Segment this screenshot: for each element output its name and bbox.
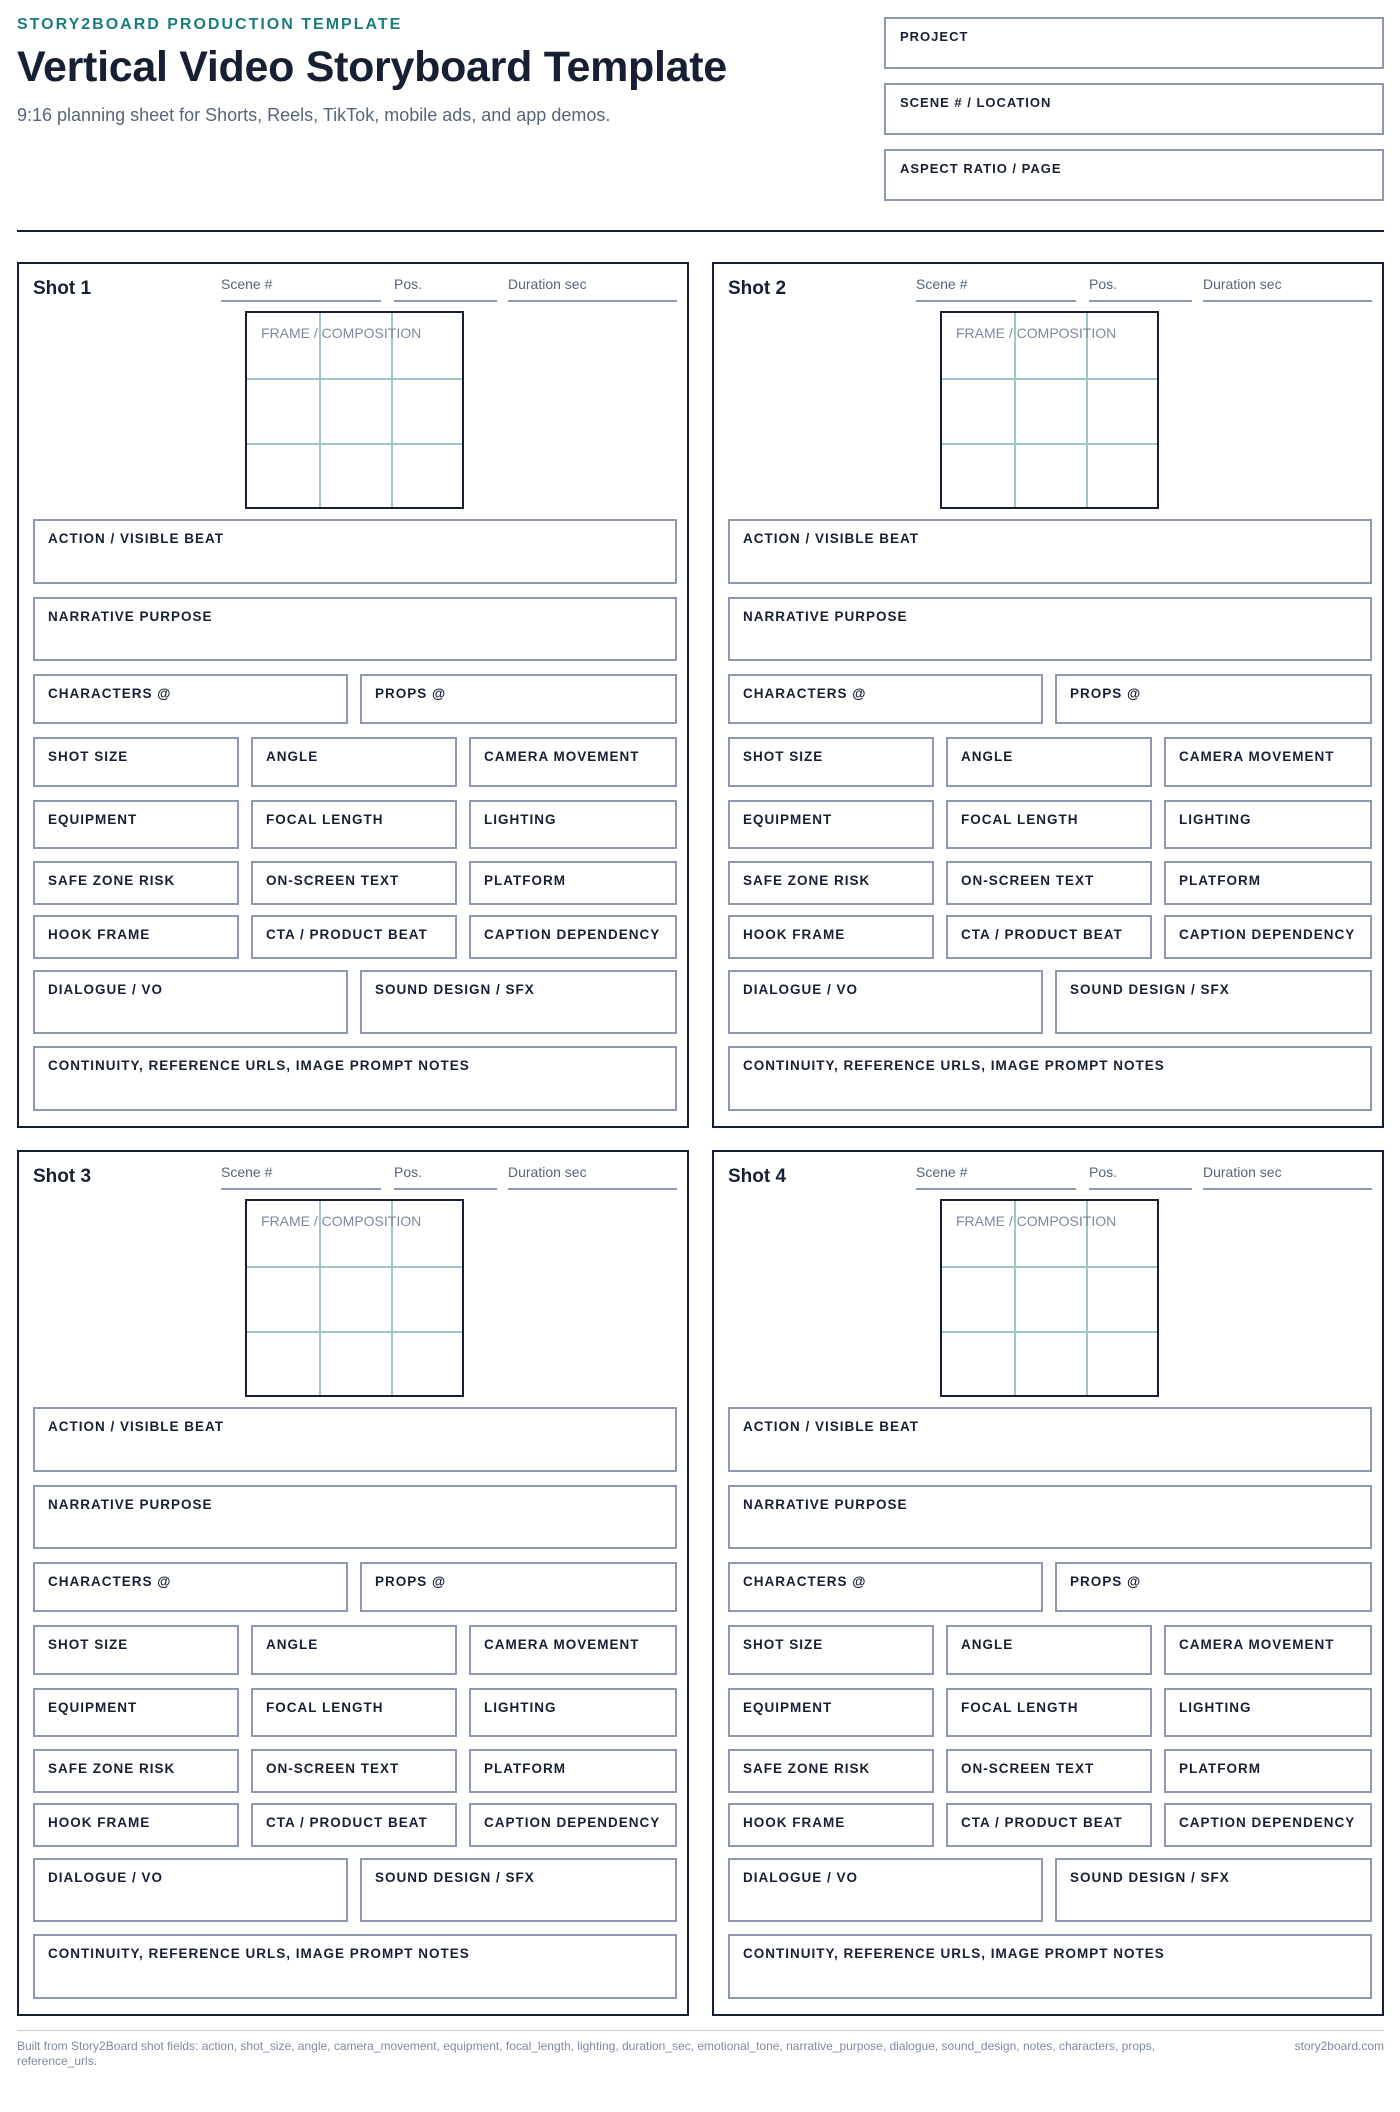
shot-card-1 — [17, 262, 689, 1128]
safe-zone-risk-field[interactable] — [728, 861, 934, 905]
field-label: EQUIPMENT — [743, 812, 833, 827]
focal-length-field[interactable] — [251, 800, 457, 849]
shot-card-3 — [17, 1150, 689, 2016]
field-label: PLATFORM — [1179, 873, 1261, 888]
shot-title: Shot 2 — [728, 278, 787, 299]
platform-field[interactable] — [469, 1749, 677, 1793]
camera-movement-field[interactable] — [469, 1625, 677, 1675]
sound-design-field[interactable] — [360, 1858, 677, 1922]
lighting-field[interactable] — [1164, 1688, 1372, 1737]
field-label: LIGHTING — [484, 1700, 557, 1715]
field-label: ACTION / VISIBLE BEAT — [48, 1419, 225, 1434]
field-label: ACTION / VISIBLE BEAT — [48, 531, 225, 546]
scene-number-field[interactable]: Scene # — [916, 276, 1076, 302]
equipment-field[interactable] — [33, 800, 239, 849]
cta-product-beat-field[interactable] — [946, 915, 1152, 959]
platform-field[interactable] — [1164, 861, 1372, 905]
shot-size-field[interactable] — [728, 737, 934, 787]
hook-frame-field[interactable] — [728, 1803, 934, 1847]
field-label: SAFE ZONE RISK — [743, 873, 871, 888]
field-label: CAMERA MOVEMENT — [1179, 749, 1335, 764]
grid-line — [319, 313, 321, 507]
on-screen-text-field[interactable] — [251, 1749, 457, 1793]
field-label: SHOT SIZE — [48, 1637, 129, 1652]
frame-composition-box[interactable] — [245, 1199, 464, 1397]
action-visible-beat-field[interactable] — [33, 519, 677, 584]
continuity-notes-field[interactable] — [728, 1934, 1372, 1999]
field-label: SHOT SIZE — [743, 1637, 824, 1652]
grid-line — [1014, 1201, 1016, 1395]
grid-line — [942, 443, 1157, 445]
lighting-field[interactable] — [469, 800, 677, 849]
grid-line — [1086, 1201, 1088, 1395]
grid-line — [247, 1266, 462, 1268]
angle-field[interactable] — [251, 737, 457, 787]
focal-length-field[interactable] — [946, 1688, 1152, 1737]
position-field[interactable]: Pos. — [1089, 1164, 1192, 1190]
frame-label: FRAME / COMPOSITION — [261, 325, 422, 341]
angle-field[interactable] — [946, 737, 1152, 787]
field-label: SAFE ZONE RISK — [48, 873, 176, 888]
field-label: FOCAL LENGTH — [961, 812, 1079, 827]
position-field[interactable]: Pos. — [1089, 276, 1192, 302]
field-label: EQUIPMENT — [48, 812, 138, 827]
field-label: FOCAL LENGTH — [266, 1700, 384, 1715]
scene-number-field[interactable]: Scene # — [221, 1164, 381, 1190]
field-label: CAMERA MOVEMENT — [1179, 1637, 1335, 1652]
scene-location-field[interactable] — [884, 83, 1384, 135]
props-field[interactable] — [360, 674, 677, 724]
cta-product-beat-field[interactable] — [946, 1803, 1152, 1847]
duration-field[interactable]: Duration sec — [1203, 1164, 1372, 1190]
aspect-ratio-page-label: ASPECT RATIO / PAGE — [900, 161, 1062, 176]
frame-label: FRAME / COMPOSITION — [956, 325, 1117, 341]
field-label: NARRATIVE PURPOSE — [743, 1497, 908, 1512]
header-divider — [17, 230, 1384, 232]
safe-zone-risk-field[interactable] — [33, 861, 239, 905]
narrative-purpose-field[interactable] — [728, 597, 1372, 661]
hook-frame-field[interactable] — [33, 1803, 239, 1847]
field-label: DIALOGUE / VO — [48, 1870, 164, 1885]
field-label: LIGHTING — [1179, 812, 1252, 827]
on-screen-text-field[interactable] — [946, 1749, 1152, 1793]
angle-field[interactable] — [946, 1625, 1152, 1675]
equipment-field[interactable] — [33, 1688, 239, 1737]
field-label: PROPS @ — [375, 1574, 447, 1589]
hook-frame-field[interactable] — [33, 915, 239, 959]
sound-design-field[interactable] — [1055, 970, 1372, 1034]
footer-site: story2board.com — [1294, 2039, 1384, 2053]
field-label: ANGLE — [961, 1637, 1014, 1652]
characters-field[interactable] — [33, 674, 348, 724]
field-label: EQUIPMENT — [743, 1700, 833, 1715]
field-label: CHARACTERS @ — [48, 686, 172, 701]
field-label: PROPS @ — [1070, 686, 1142, 701]
hook-frame-field[interactable] — [728, 915, 934, 959]
on-screen-text-field[interactable] — [946, 861, 1152, 905]
dialogue-vo-field[interactable] — [33, 1858, 348, 1922]
camera-movement-field[interactable] — [1164, 737, 1372, 787]
field-label: SAFE ZONE RISK — [48, 1761, 176, 1776]
field-label: ANGLE — [266, 749, 319, 764]
field-label: CAPTION DEPENDENCY — [484, 927, 661, 942]
field-label: NARRATIVE PURPOSE — [48, 1497, 213, 1512]
props-field[interactable] — [1055, 674, 1372, 724]
props-field[interactable] — [360, 1562, 677, 1612]
focal-length-field[interactable] — [946, 800, 1152, 849]
characters-field[interactable] — [728, 1562, 1043, 1612]
action-visible-beat-field[interactable] — [33, 1407, 677, 1472]
narrative-purpose-field[interactable] — [728, 1485, 1372, 1549]
field-label: PLATFORM — [1179, 1761, 1261, 1776]
field-label: CAPTION DEPENDENCY — [1179, 927, 1356, 942]
position-field[interactable]: Pos. — [394, 276, 497, 302]
sound-design-field[interactable] — [1055, 1858, 1372, 1922]
field-label: ACTION / VISIBLE BEAT — [743, 1419, 920, 1434]
grid-line — [247, 1331, 462, 1333]
characters-field[interactable] — [728, 674, 1043, 724]
shot-card-4 — [712, 1150, 1384, 2016]
page-title: Vertical Video Storyboard Template — [17, 43, 727, 91]
caption-dependency-field[interactable] — [469, 1803, 677, 1847]
lighting-field[interactable] — [469, 1688, 677, 1737]
field-label: LIGHTING — [1179, 1700, 1252, 1715]
field-label: EQUIPMENT — [48, 1700, 138, 1715]
duration-field[interactable]: Duration sec — [508, 1164, 677, 1190]
field-label: HOOK FRAME — [743, 1815, 846, 1830]
grid-line — [247, 378, 462, 380]
grid-line — [1014, 313, 1016, 507]
grid-line — [391, 1201, 393, 1395]
camera-movement-field[interactable] — [469, 737, 677, 787]
field-label: ON-SCREEN TEXT — [961, 1761, 1095, 1776]
shot-card-2 — [712, 262, 1384, 1128]
field-label: ANGLE — [266, 1637, 319, 1652]
shot-title: Shot 1 — [33, 278, 92, 299]
scene-location-label: SCENE # / LOCATION — [900, 95, 1052, 110]
safe-zone-risk-field[interactable] — [33, 1749, 239, 1793]
continuity-notes-field[interactable] — [33, 1046, 677, 1111]
angle-field[interactable] — [251, 1625, 457, 1675]
frame-composition-box[interactable] — [940, 311, 1159, 509]
field-label: ACTION / VISIBLE BEAT — [743, 531, 920, 546]
duration-field[interactable]: Duration sec — [508, 276, 677, 302]
field-label: SOUND DESIGN / SFX — [375, 1870, 535, 1885]
field-label: HOOK FRAME — [48, 927, 151, 942]
frame-composition-box[interactable] — [245, 311, 464, 509]
field-label: CTA / PRODUCT BEAT — [961, 1815, 1123, 1830]
characters-field[interactable] — [33, 1562, 348, 1612]
caption-dependency-field[interactable] — [1164, 1803, 1372, 1847]
dialogue-vo-field[interactable] — [33, 970, 348, 1034]
field-label: DIALOGUE / VO — [743, 982, 859, 997]
frame-label: FRAME / COMPOSITION — [956, 1213, 1117, 1229]
scene-number-field[interactable]: Scene # — [221, 276, 381, 302]
grid-line — [942, 378, 1157, 380]
field-label: FOCAL LENGTH — [266, 812, 384, 827]
grid-line — [319, 1201, 321, 1395]
field-label: CAMERA MOVEMENT — [484, 749, 640, 764]
field-label: CTA / PRODUCT BEAT — [266, 1815, 428, 1830]
field-label: CONTINUITY, REFERENCE URLS, IMAGE PROMPT NOTES — [48, 1058, 470, 1073]
equipment-field[interactable] — [728, 800, 934, 849]
field-label: PROPS @ — [1070, 1574, 1142, 1589]
grid-line — [247, 443, 462, 445]
field-label: CONTINUITY, REFERENCE URLS, IMAGE PROMPT NOTES — [48, 1946, 470, 1961]
focal-length-field[interactable] — [251, 1688, 457, 1737]
field-label: ANGLE — [961, 749, 1014, 764]
aspect-ratio-page-field[interactable] — [884, 149, 1384, 201]
shot-size-field[interactable] — [33, 1625, 239, 1675]
field-label: FOCAL LENGTH — [961, 1700, 1079, 1715]
grid-line — [942, 1266, 1157, 1268]
frame-label: FRAME / COMPOSITION — [261, 1213, 422, 1229]
frame-composition-box[interactable] — [940, 1199, 1159, 1397]
safe-zone-risk-field[interactable] — [728, 1749, 934, 1793]
field-label: SOUND DESIGN / SFX — [375, 982, 535, 997]
field-label: CAMERA MOVEMENT — [484, 1637, 640, 1652]
project-label: PROJECT — [900, 29, 969, 44]
project-field[interactable] — [884, 17, 1384, 69]
field-label: CHARACTERS @ — [743, 686, 867, 701]
field-label: CAPTION DEPENDENCY — [1179, 1815, 1356, 1830]
continuity-notes-field[interactable] — [33, 1934, 677, 1999]
caption-dependency-field[interactable] — [1164, 915, 1372, 959]
grid-line — [391, 313, 393, 507]
footer — [17, 2030, 1384, 2068]
field-label: SHOT SIZE — [48, 749, 129, 764]
scene-number-field[interactable]: Scene # — [916, 1164, 1076, 1190]
page-subtitle: 9:16 planning sheet for Shorts, Reels, TikTok, mobile ads, and app demos. — [17, 105, 611, 125]
field-label: DIALOGUE / VO — [743, 1870, 859, 1885]
field-label: NARRATIVE PURPOSE — [48, 609, 213, 624]
shot-title: Shot 3 — [33, 1166, 92, 1187]
shot-size-field[interactable] — [33, 737, 239, 787]
field-label: SHOT SIZE — [743, 749, 824, 764]
field-label: PLATFORM — [484, 1761, 566, 1776]
field-label: CONTINUITY, REFERENCE URLS, IMAGE PROMPT NOTES — [743, 1058, 1165, 1073]
field-label: HOOK FRAME — [743, 927, 846, 942]
platform-field[interactable] — [1164, 1749, 1372, 1793]
field-label: ON-SCREEN TEXT — [266, 873, 400, 888]
props-field[interactable] — [1055, 1562, 1372, 1612]
position-field[interactable]: Pos. — [394, 1164, 497, 1190]
narrative-purpose-field[interactable] — [33, 597, 677, 661]
field-label: PLATFORM — [484, 873, 566, 888]
field-label: CONTINUITY, REFERENCE URLS, IMAGE PROMPT NOTES — [743, 1946, 1165, 1961]
equipment-field[interactable] — [728, 1688, 934, 1737]
grid-line — [1086, 313, 1088, 507]
footer-note: Built from Story2Board shot fields: action, shot_size, angle, camera_movement, equipment, focal_length, lighting, duration_sec, emotional_tone, narrative_purpose, dialogue, sound_design, notes, characters, props, reference_urls. — [17, 2039, 1156, 2068]
field-label: HOOK FRAME — [48, 1815, 151, 1830]
field-label: NARRATIVE PURPOSE — [743, 609, 908, 624]
dialogue-vo-field[interactable] — [728, 970, 1043, 1034]
shot-size-field[interactable] — [728, 1625, 934, 1675]
grid-line — [942, 1331, 1157, 1333]
field-label: LIGHTING — [484, 812, 557, 827]
field-label: CHARACTERS @ — [48, 1574, 172, 1589]
on-screen-text-field[interactable] — [251, 861, 457, 905]
field-label: ON-SCREEN TEXT — [961, 873, 1095, 888]
camera-movement-field[interactable] — [1164, 1625, 1372, 1675]
field-label: SOUND DESIGN / SFX — [1070, 982, 1230, 997]
action-visible-beat-field[interactable] — [728, 519, 1372, 584]
field-label: CTA / PRODUCT BEAT — [266, 927, 428, 942]
shot-title: Shot 4 — [728, 1166, 787, 1187]
field-label: ON-SCREEN TEXT — [266, 1761, 400, 1776]
cta-product-beat-field[interactable] — [251, 1803, 457, 1847]
sound-design-field[interactable] — [360, 970, 677, 1034]
narrative-purpose-field[interactable] — [33, 1485, 677, 1549]
eyebrow-label: STORY2BOARD PRODUCTION TEMPLATE — [17, 16, 403, 33]
lighting-field[interactable] — [1164, 800, 1372, 849]
duration-field[interactable]: Duration sec — [1203, 276, 1372, 302]
dialogue-vo-field[interactable] — [728, 1858, 1043, 1922]
field-label: SOUND DESIGN / SFX — [1070, 1870, 1230, 1885]
field-label: CHARACTERS @ — [743, 1574, 867, 1589]
cta-product-beat-field[interactable] — [251, 915, 457, 959]
field-label: SAFE ZONE RISK — [743, 1761, 871, 1776]
field-label: PROPS @ — [375, 686, 447, 701]
field-label: DIALOGUE / VO — [48, 982, 164, 997]
field-label: CTA / PRODUCT BEAT — [961, 927, 1123, 942]
platform-field[interactable] — [469, 861, 677, 905]
field-label: CAPTION DEPENDENCY — [484, 1815, 661, 1830]
caption-dependency-field[interactable] — [469, 915, 677, 959]
continuity-notes-field[interactable] — [728, 1046, 1372, 1111]
action-visible-beat-field[interactable] — [728, 1407, 1372, 1472]
